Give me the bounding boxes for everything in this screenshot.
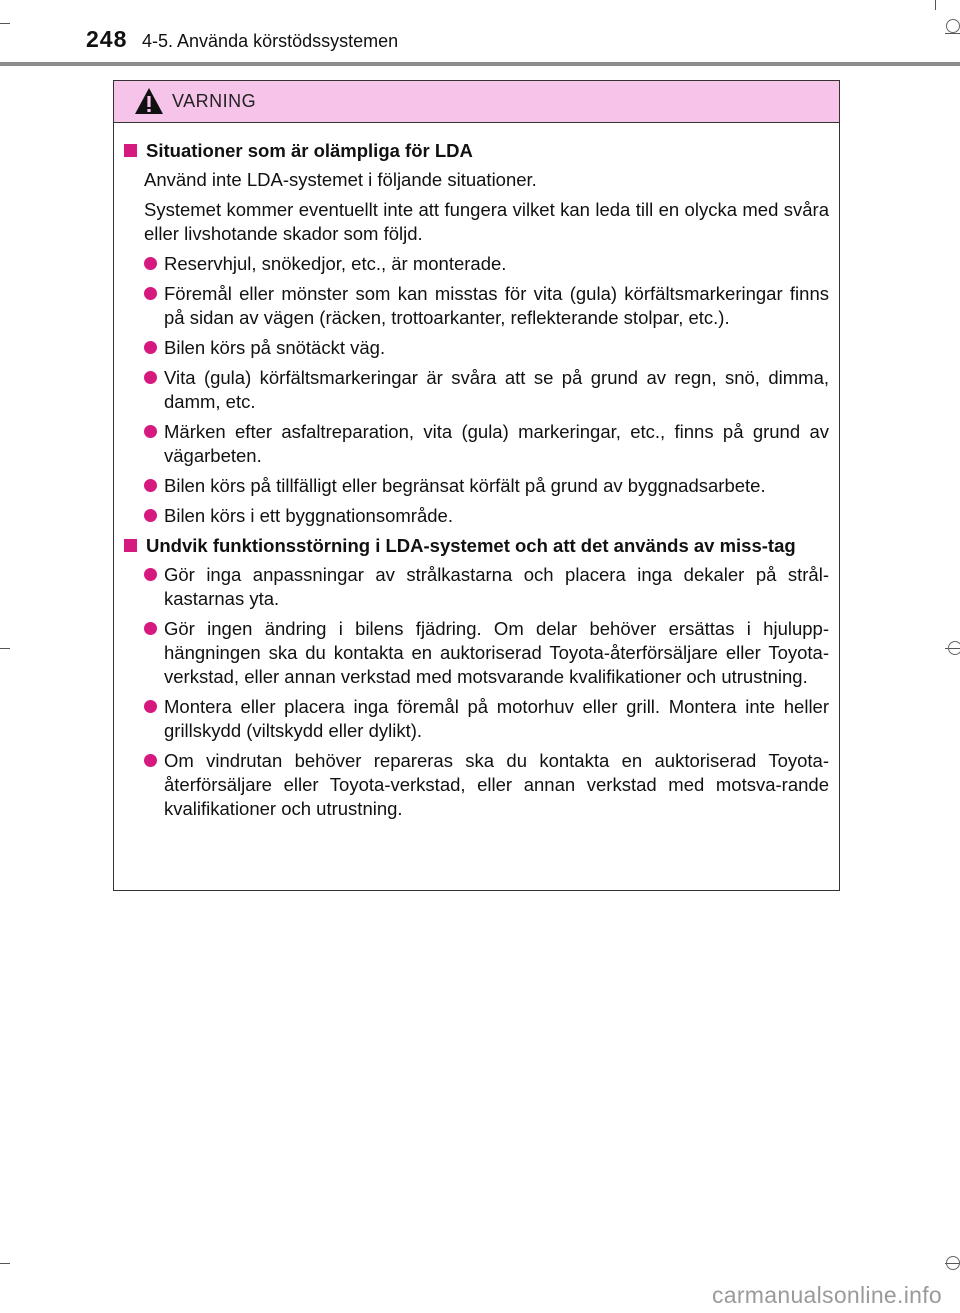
page-header — [0, 0, 960, 68]
square-bullet-icon — [124, 539, 137, 552]
circle-bullet-icon — [144, 509, 157, 522]
list-item: Vita (gula) körfältsmarkeringar är svåra att se på grund av regn, snö, dimma, damm, etc. — [122, 366, 829, 414]
crop-mark — [0, 648, 10, 649]
square-bullet-icon — [124, 144, 137, 157]
registration-mark — [946, 1256, 960, 1270]
section-title: 4-5. Använda körstödssystemen — [142, 31, 399, 51]
list-item: Bilen körs i ett byggnationsområde. — [122, 504, 829, 528]
warning-header — [114, 81, 839, 123]
watermark: carmanualsonline.info — [711, 1282, 942, 1308]
warning-title: VARNING — [172, 91, 257, 111]
list-item: Bilen körs på tillfälligt eller begränsat körfält på grund av byggnadsarbete. — [122, 474, 829, 498]
warning-content — [114, 123, 839, 821]
circle-bullet-icon — [144, 700, 157, 713]
circle-bullet-icon — [144, 257, 157, 270]
list-item: Reservhjul, snökedjor, etc., är monterade. — [122, 252, 829, 276]
paragraph: Använd inte LDA-systemet i följande situationer. — [144, 169, 537, 190]
circle-bullet-icon — [144, 287, 157, 300]
header-rule — [0, 62, 960, 66]
page-number: 248 — [86, 26, 128, 52]
circle-bullet-icon — [144, 479, 157, 492]
list-item: Föremål eller mönster som kan misstas för vita (gula) körfältsmarkeringar finns på sidan av vägen (räcken, trottoarkanter, reflekterande stolpar, etc.). — [122, 282, 829, 330]
registration-mark — [948, 641, 960, 655]
list-item: Montera eller placera inga föremål på motorhuv eller grill. Montera inte heller grillskydd (viltskydd eller dylikt). — [122, 695, 829, 743]
list-item: Bilen körs på snötäckt väg. — [122, 336, 829, 360]
list-item: Gör ingen ändring i bilens fjädring. Om delar behöver ersättas i hjulupp-hängningen ska du kontakta en auktoriserad Toyota-återförsäljare eller Toyota-verkstad, eller annan verkstad med motsvarande kvalifikationer och utrustning. — [122, 617, 829, 689]
circle-bullet-icon — [144, 568, 157, 581]
list-item: Märken efter asfaltreparation, vita (gula) markeringar, etc., finns på grund av vägarbeten. — [122, 420, 829, 468]
circle-bullet-icon — [144, 371, 157, 384]
section-heading: Undvik funktionsstörning i LDA-systemet och att det används av miss-tag — [122, 534, 829, 558]
warning-triangle-icon — [134, 87, 164, 115]
circle-bullet-icon — [144, 754, 157, 767]
circle-bullet-icon — [144, 622, 157, 635]
list-item: Gör inga anpassningar av strålkastarna och placera inga dekaler på strål-kastarnas yta. — [122, 563, 829, 611]
circle-bullet-icon — [144, 425, 157, 438]
warning-box — [113, 80, 840, 891]
paragraph: Systemet kommer eventuellt inte att fungera vilket kan leda till en olycka med svåra eller livshotande skador som följd. — [144, 199, 829, 244]
circle-bullet-icon — [144, 341, 157, 354]
section-heading: Situationer som är olämpliga för LDA — [122, 139, 829, 163]
crop-mark — [0, 1263, 10, 1264]
list-item: Om vindrutan behöver repareras ska du kontakta en auktoriserad Toyota-återförsäljare eller Toyota-verkstad, eller annan verkstad med motsva-rande kvalifikationer och utrustning. — [122, 749, 829, 821]
